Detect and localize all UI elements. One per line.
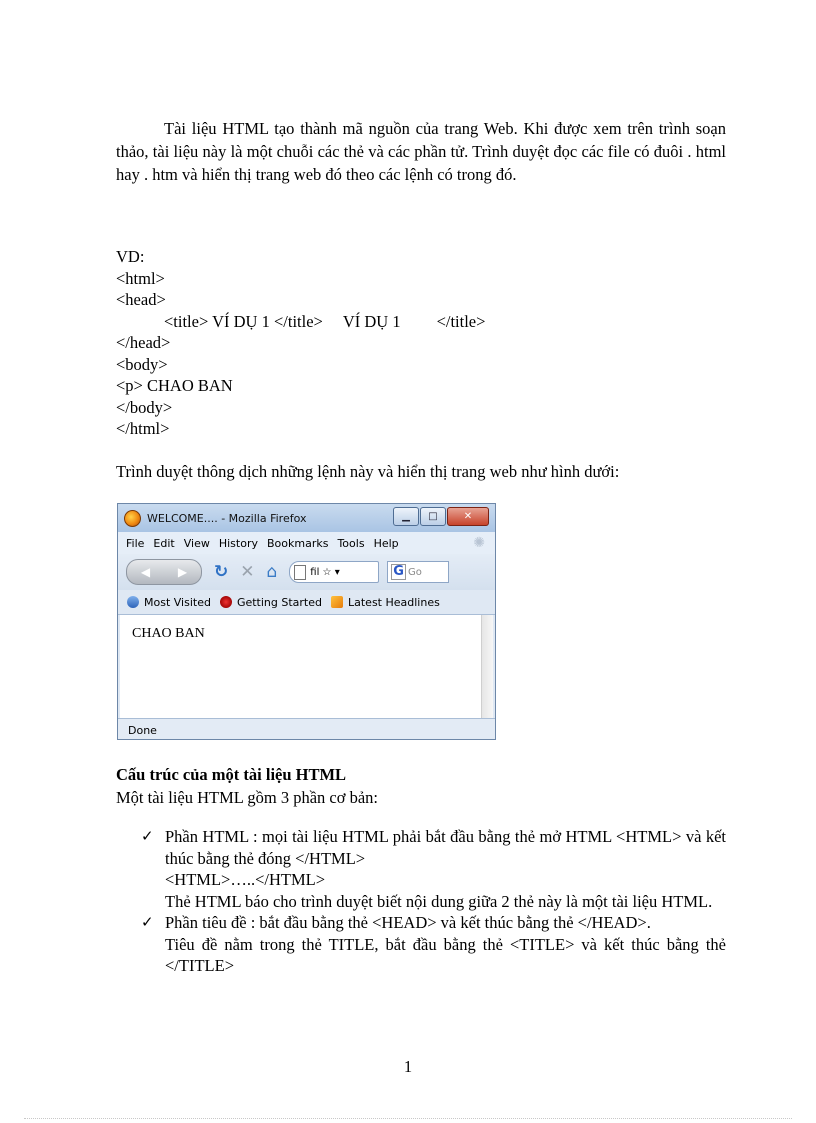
menu-file[interactable]: File	[126, 536, 145, 550]
page-bottom-divider	[24, 1118, 792, 1119]
code-line: <body>	[116, 354, 168, 374]
list-item	[141, 912, 726, 977]
getting-started-icon	[220, 596, 232, 608]
example-label: VD:	[116, 247, 145, 266]
throbber-icon: ✺	[473, 535, 485, 551]
window-controls	[392, 507, 489, 526]
reload-icon[interactable]: ↻	[214, 562, 229, 582]
list-item	[141, 826, 726, 912]
minimize-button[interactable]: ▁	[393, 507, 419, 526]
bookmark-most-visited[interactable]	[127, 596, 211, 609]
code-fragment: VÍ DỤ 1	[342, 311, 401, 331]
google-icon: G	[393, 564, 404, 579]
status-text: Done	[128, 724, 157, 737]
menu-tools[interactable]: Tools	[337, 536, 365, 550]
list-item-text: Phần HTML : mọi tài liệu HTML phải bắt đầu bằng thẻ mở HTML <HTML> và kết thúc bằng thẻ đóng </HTML>	[165, 827, 726, 868]
menu-help[interactable]: Help	[373, 536, 399, 550]
menu-edit[interactable]: Edit	[153, 536, 175, 550]
code-line: </head>	[116, 333, 171, 352]
browser-screenshot	[117, 503, 496, 740]
bookmark-getting-started[interactable]	[220, 596, 322, 609]
bookmarks-toolbar	[118, 590, 495, 615]
scrollbar[interactable]	[481, 615, 493, 718]
maximize-button[interactable]: □	[420, 507, 446, 526]
render-description: Trình duyệt thông dịch những lệnh này và hiển thị trang web như hình dưới:	[116, 462, 620, 481]
list-item-text: Phần tiêu đề : bắt đầu bằng thẻ <HEAD> và kết thúc bằng thẻ </HEAD>.	[165, 913, 651, 932]
stop-icon[interactable]: ✕	[240, 562, 255, 582]
code-line: <head>	[116, 290, 166, 309]
page-icon	[294, 565, 306, 580]
window-title: WELCOME.... - Mozilla Firefox	[147, 511, 307, 525]
code-example	[116, 246, 485, 440]
browser-navbar	[118, 554, 495, 590]
menu-bookmarks[interactable]: Bookmarks	[266, 536, 329, 550]
back-forward-button[interactable]	[126, 559, 202, 585]
browser-content	[120, 615, 483, 718]
checkmark-icon: ✓	[141, 827, 154, 845]
status-bar	[118, 718, 495, 740]
rss-feed-icon	[331, 596, 343, 608]
checkmark-icon: ✓	[141, 913, 154, 931]
code-line-title	[116, 311, 485, 333]
code-line: </body>	[116, 397, 173, 417]
search-placeholder: Go	[407, 566, 422, 578]
bookmark-label: Latest Headlines	[348, 595, 440, 609]
list-item-text: Thẻ HTML báo cho trình duyệt biết nội dung giữa 2 thẻ này là một tài liệu HTML.	[165, 891, 713, 911]
menu-view[interactable]: View	[183, 536, 210, 550]
bookmark-label: Most Visited	[144, 595, 211, 609]
code-line: <html>	[116, 268, 165, 288]
back-arrow-icon[interactable]: ◀	[140, 565, 151, 579]
page-number: 1	[403, 1057, 413, 1076]
url-text: fil ☆ ▾	[310, 566, 340, 578]
menu-history[interactable]: History	[218, 536, 258, 550]
code-fragment: </title>	[436, 311, 486, 331]
list-item-text: <HTML>…..</HTML>	[165, 870, 326, 889]
bookmark-latest-headlines[interactable]	[331, 596, 440, 609]
section-title: Cấu trúc của một tài liệu HTML	[116, 765, 347, 784]
list-item-text: Tiêu đề nằm trong thẻ TITLE, bắt đầu bằng thẻ <TITLE> và kết thúc bằng thẻ </TITLE>	[165, 934, 726, 975]
most-visited-icon	[127, 596, 139, 608]
search-bar[interactable]	[387, 561, 449, 583]
browser-menubar	[118, 532, 495, 554]
url-bar[interactable]	[289, 561, 379, 583]
content-text: CHAO BAN	[132, 626, 205, 641]
code-line: <p> CHAO BAN	[116, 376, 233, 395]
intro-paragraph: Tài liệu HTML tạo thành mã nguồn của trang Web. Khi được xem trên trình soạn thảo, tài liệu này là một chuỗi các thẻ và các phần tử. Trình duyệt đọc các file có đuôi . html hay . htm và hiển thị trang web đó theo các lệnh có trong đó.	[116, 119, 726, 184]
forward-arrow-icon[interactable]: ▶	[177, 565, 188, 579]
code-fragment: <title> VÍ DỤ 1 </title>	[164, 311, 323, 331]
close-button[interactable]: ✕	[447, 507, 489, 526]
code-line: </html>	[116, 419, 170, 438]
section-subtitle: Một tài liệu HTML gồm 3 phần cơ bản:	[116, 788, 378, 807]
structure-list	[141, 826, 726, 977]
bookmark-label: Getting Started	[236, 595, 322, 609]
browser-titlebar	[118, 504, 495, 532]
firefox-logo-icon	[124, 510, 141, 527]
home-icon[interactable]: ⌂	[266, 562, 278, 582]
